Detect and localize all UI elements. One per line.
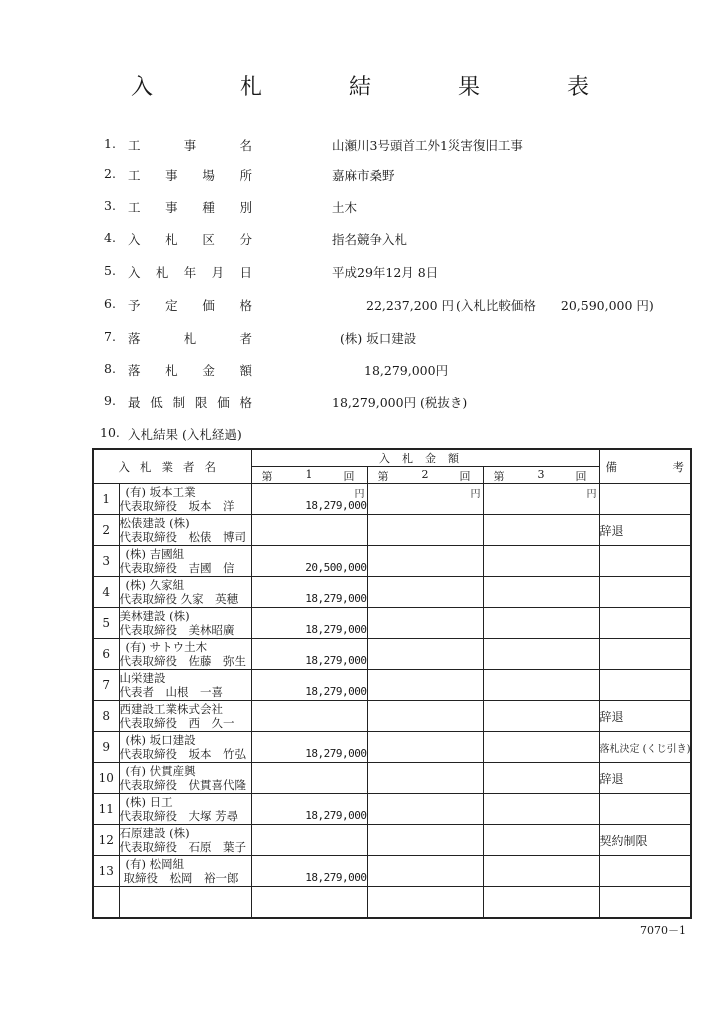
company-name: (有) サトウ土木 — [125, 640, 208, 654]
bid-round-2 — [367, 608, 483, 639]
round-suffix: 回 — [575, 470, 587, 483]
bid-round-3 — [483, 825, 599, 856]
info-bid-results-heading — [0, 425, 720, 445]
info-construction-name — [0, 136, 720, 156]
representative: 代表取締役 西 久一 — [119, 716, 235, 730]
bid-amount: 18,279,000 — [305, 809, 367, 822]
row-number: 5 — [93, 608, 119, 639]
remarks: 辞退 — [599, 701, 691, 732]
bid-round-1 — [251, 794, 367, 825]
bidder-name — [119, 732, 251, 763]
info-label: 落札金額 — [128, 363, 252, 378]
representative: 代表取締役 坂本 洋 — [119, 499, 235, 513]
representative: 取締役 松岡 裕一郎 — [123, 871, 239, 885]
remarks — [599, 577, 691, 608]
info-value: 土木 — [332, 200, 358, 215]
representative: 代表取締役 石原 葉子 — [119, 840, 246, 854]
remarks: 辞退 — [599, 515, 691, 546]
bid-amount: 18,279,000 — [305, 747, 367, 760]
remarks — [599, 856, 691, 887]
bid-round-3 — [483, 794, 599, 825]
row-number: 9 — [93, 732, 119, 763]
info-bid-category — [0, 230, 720, 250]
header-remarks — [599, 449, 691, 484]
info-estimated-price — [0, 296, 720, 316]
table-row — [93, 701, 691, 732]
row-number-empty — [93, 887, 119, 919]
round-prefix: 第 — [377, 470, 389, 483]
info-number: 10. — [100, 425, 120, 440]
info-construction-site — [0, 166, 720, 186]
remarks: 辞退 — [599, 763, 691, 794]
company-name: 石原建設 (株) — [119, 826, 190, 840]
info-label: 入札結果 (入札経過) — [128, 427, 242, 442]
bid-round-3 — [483, 670, 599, 701]
bid-round-2 — [367, 701, 483, 732]
bid-amount: 18,279,000 — [305, 871, 367, 884]
header-round-3 — [483, 467, 599, 484]
bid-round-1 — [251, 577, 367, 608]
info-minimum-price — [0, 393, 720, 413]
remarks — [599, 639, 691, 670]
bid-round-3 — [483, 701, 599, 732]
company-name: (有) 松岡組 — [125, 857, 185, 871]
representative: 代表者 山根 一喜 — [119, 685, 223, 699]
bid-round-3 — [483, 515, 599, 546]
bidder-name — [119, 608, 251, 639]
row-number: 4 — [93, 577, 119, 608]
bid-round-2 — [367, 577, 483, 608]
info-number: 2. — [104, 166, 116, 181]
round-suffix: 回 — [343, 470, 355, 483]
info-number: 5. — [104, 263, 116, 278]
bid-round-3 — [483, 732, 599, 763]
info-label: 工事種別 — [128, 200, 252, 215]
info-number: 1. — [104, 136, 116, 151]
bid-round-2 — [367, 515, 483, 546]
representative: 代表取締役 伏貫喜代隆 — [119, 778, 246, 792]
bid-amount: 18,279,000 — [305, 685, 367, 698]
bid-round-2 — [367, 484, 483, 515]
company-name: (株) 坂口建設 — [125, 733, 196, 747]
row-number: 12 — [93, 825, 119, 856]
remarks — [599, 670, 691, 701]
company-name: 西建設工業株式会社 — [119, 702, 223, 716]
bidder-name — [119, 701, 251, 732]
remarks — [599, 546, 691, 577]
info-value: 平成29年12月 8日 — [332, 265, 439, 280]
bid-round-2 — [367, 763, 483, 794]
row-number: 13 — [93, 856, 119, 887]
info-label: 入札年月日 — [128, 265, 252, 280]
row-number: 11 — [93, 794, 119, 825]
bid-amount: 20,500,000 — [305, 561, 367, 574]
bidder-name — [119, 794, 251, 825]
table-row — [93, 515, 691, 546]
info-value: 22,237,200 円 — [366, 298, 455, 313]
table-row — [93, 732, 691, 763]
bid-amount: 18,279,000 — [305, 654, 367, 667]
info-value: 18,279,000円 (税抜き) — [332, 395, 468, 410]
table-row — [93, 670, 691, 701]
bidder-name — [119, 546, 251, 577]
page-code: 7070－1 — [640, 924, 686, 937]
header-bidder-name: 入札業者名 — [93, 449, 251, 484]
table-row — [93, 546, 691, 577]
bid-round-3 — [483, 608, 599, 639]
representative: 代表取締役 松俵 博司 — [119, 530, 246, 544]
info-value: (株) 坂口建設 — [340, 331, 417, 346]
bid-round-3 — [483, 856, 599, 887]
table-row — [93, 856, 691, 887]
company-name: (株) 日工 — [125, 795, 173, 809]
table-row-empty — [93, 887, 691, 919]
company-name: (有) 坂本工業 — [125, 485, 196, 499]
info-construction-type — [0, 198, 720, 218]
bid-amount: 18,279,000 — [305, 592, 367, 605]
info-number: 8. — [104, 361, 116, 376]
table-row — [93, 763, 691, 794]
table-row — [93, 794, 691, 825]
info-number: 4. — [104, 230, 116, 245]
representative: 代表取締役 佐藤 弥生 — [119, 654, 246, 668]
info-bid-date — [0, 263, 720, 283]
bidder-name — [119, 670, 251, 701]
bid-round-1 — [251, 732, 367, 763]
yen-unit: 円 — [586, 489, 597, 500]
bid-round-1 — [251, 608, 367, 639]
bid-round-1 — [251, 639, 367, 670]
row-number: 7 — [93, 670, 119, 701]
row-number: 6 — [93, 639, 119, 670]
round-suffix: 回 — [459, 470, 471, 483]
info-number: 9. — [104, 393, 116, 408]
company-name: 山栄建設 — [119, 671, 166, 685]
bid-round-3 — [483, 639, 599, 670]
remarks — [599, 608, 691, 639]
bid-round-1 — [251, 546, 367, 577]
round-number: 1 — [305, 468, 313, 481]
bidder-name — [119, 577, 251, 608]
remarks — [599, 794, 691, 825]
bid-round-2 — [367, 794, 483, 825]
bid-results-table — [92, 448, 692, 919]
table-row — [93, 577, 691, 608]
bidder-name — [119, 856, 251, 887]
info-value: 指名競争入札 — [332, 232, 408, 247]
round-prefix: 第 — [493, 470, 505, 483]
bid-round-2 — [367, 732, 483, 763]
representative: 代表取締役 久家 英穂 — [119, 592, 239, 606]
bid-round-2 — [367, 639, 483, 670]
bid-round-2 — [367, 825, 483, 856]
info-number: 3. — [104, 198, 116, 213]
info-winning-amount — [0, 361, 720, 381]
row-number: 10 — [93, 763, 119, 794]
table-row — [93, 639, 691, 670]
bid-amount: 18,279,000 — [305, 499, 367, 512]
page-title: 入 札 結 果 表 — [131, 75, 629, 100]
info-value: 嘉麻市桑野 — [332, 168, 395, 183]
round-number: 3 — [537, 468, 545, 481]
info-label: 予定価格 — [128, 298, 252, 313]
info-value: 山瀬川3号頭首工外1災害復旧工事 — [332, 138, 523, 153]
info-value: 18,279,000円 — [364, 363, 449, 378]
info-number: 7. — [104, 329, 116, 344]
bid-round-1 — [251, 701, 367, 732]
remarks — [599, 484, 691, 515]
header-remarks-char-2: 考 — [672, 460, 684, 474]
remarks: 契約制限 — [599, 825, 691, 856]
header-round-2 — [367, 467, 483, 484]
bid-amount: 18,279,000 — [305, 623, 367, 636]
table-row — [93, 825, 691, 856]
company-name: (株) 吉國組 — [125, 547, 185, 561]
company-name: (株) 久家組 — [125, 578, 185, 592]
remarks: 落札決定 (くじ引き) — [599, 732, 691, 763]
bid-round-2 — [367, 546, 483, 577]
representative: 代表取締役 美林昭廣 — [119, 623, 235, 637]
table-row — [93, 484, 691, 515]
bidder-name — [119, 763, 251, 794]
bid-round-3 — [483, 484, 599, 515]
row-number: 8 — [93, 701, 119, 732]
info-label: 落札者 — [128, 331, 252, 346]
round-prefix: 第 — [261, 470, 273, 483]
yen-unit: 円 — [470, 489, 481, 500]
bid-round-1 — [251, 763, 367, 794]
bidder-name — [119, 825, 251, 856]
yen-unit: 円 — [354, 489, 365, 500]
bidder-name-empty — [119, 887, 251, 919]
bidder-name — [119, 639, 251, 670]
bidder-name — [119, 515, 251, 546]
table-row — [93, 608, 691, 639]
bid-round-2 — [367, 670, 483, 701]
info-label: 工事場所 — [128, 168, 252, 183]
bid-round-2-empty — [367, 887, 483, 919]
bid-round-3 — [483, 763, 599, 794]
row-number: 1 — [93, 484, 119, 515]
company-name: (有) 伏貫産興 — [125, 764, 196, 778]
info-comparison-price: (入札比較価格 20,590,000 円) — [456, 298, 654, 313]
bid-round-3 — [483, 546, 599, 577]
bid-round-1-empty — [251, 887, 367, 919]
bid-round-1 — [251, 484, 367, 515]
bidder-name — [119, 484, 251, 515]
info-number: 6. — [104, 296, 116, 311]
info-label: 工事名 — [128, 138, 252, 153]
header-round-1 — [251, 467, 367, 484]
bid-round-1 — [251, 856, 367, 887]
representative: 代表取締役 坂本 竹弘 — [119, 747, 246, 761]
row-number: 2 — [93, 515, 119, 546]
company-name: 美林建設 (株) — [119, 609, 190, 623]
bid-round-2 — [367, 856, 483, 887]
round-number: 2 — [421, 468, 429, 481]
representative: 代表取締役 大塚 芳尋 — [119, 809, 239, 823]
info-label: 入札区分 — [128, 232, 252, 247]
bid-round-1 — [251, 825, 367, 856]
bid-round-3 — [483, 577, 599, 608]
info-label: 最低制限価格 — [128, 395, 252, 410]
representative: 代表取締役 吉國 信 — [119, 561, 235, 575]
company-name: 松俵建設 (株) — [119, 516, 190, 530]
header-bid-amount: 入札金額 — [251, 449, 599, 467]
row-number: 3 — [93, 546, 119, 577]
bid-round-1 — [251, 515, 367, 546]
bid-round-1 — [251, 670, 367, 701]
remarks-empty — [599, 887, 691, 919]
info-winning-bidder — [0, 329, 720, 349]
bid-round-3-empty — [483, 887, 599, 919]
header-remarks-char-1: 備 — [605, 460, 617, 474]
